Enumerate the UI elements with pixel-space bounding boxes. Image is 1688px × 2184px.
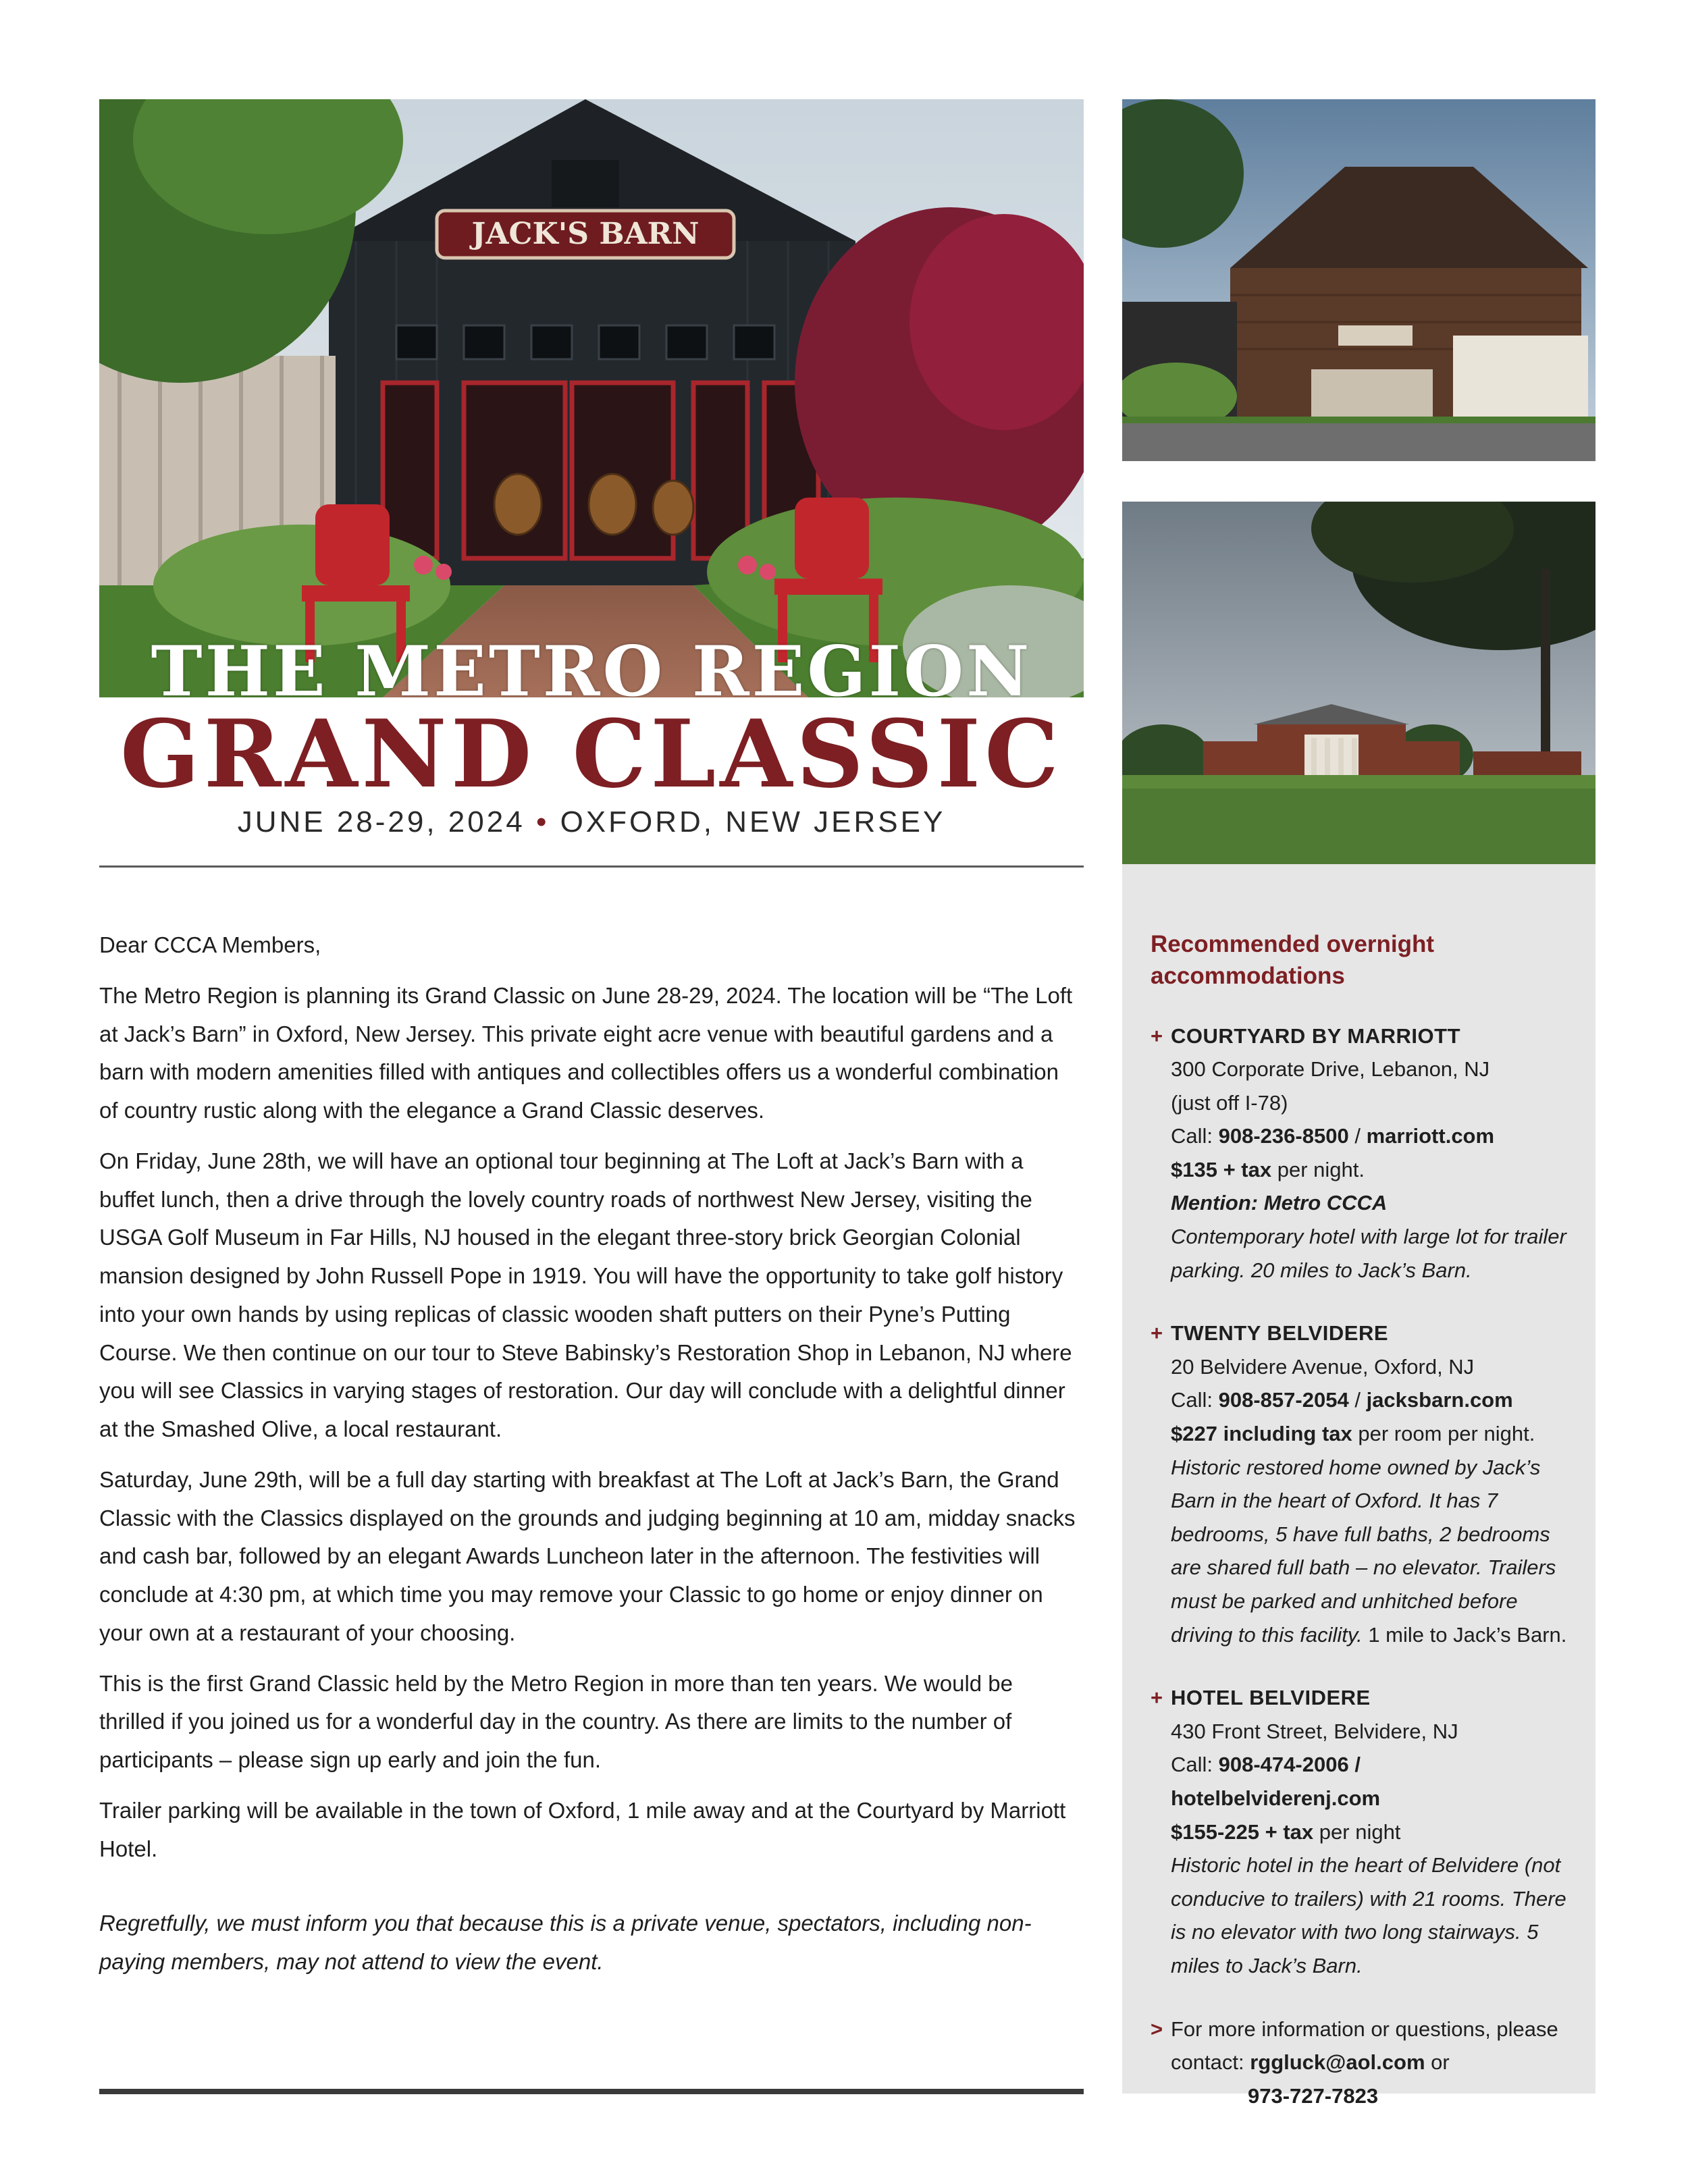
hotel-price-suffix: per night	[1319, 1819, 1401, 1844]
hero-photo-jacks-barn	[99, 99, 1084, 697]
hotel-price: $227 including tax	[1171, 1422, 1352, 1446]
greeting: Dear CCCA Members,	[99, 932, 321, 957]
slash: /	[1354, 1388, 1361, 1412]
hotel-price-line	[1171, 1815, 1568, 1849]
hotel-description: Contemporary hotel with large lot for trailer parking. 20 miles to Jack’s Barn.	[1171, 1225, 1566, 1282]
jacks-barn-illustration	[99, 99, 1084, 697]
hotel-price-line	[1171, 1417, 1568, 1451]
slash: /	[1354, 1124, 1361, 1148]
accommodations-heading: Recommended overnight accommodations	[1151, 931, 1435, 990]
hotel-name: TWENTY BELVIDERE	[1171, 1321, 1389, 1346]
separator-dot: •	[535, 805, 550, 838]
spectator-note: Regretfully, we must inform you that because this is a private venue, spectators, including non-paying members, may not attend to view the event.	[99, 1911, 1032, 1974]
hotel-address: 430 Front Street, Belvidere, NJ	[1171, 1719, 1458, 1743]
hotel-distance: 1 mile to Jack’s Barn.	[1368, 1622, 1567, 1647]
paragraph-trailer-parking: Trailer parking will be available in the town of Oxford, 1 mile away and at the Courtyard by Marriott Hotel.	[99, 1797, 1066, 1861]
plus-bullet-icon: +	[1151, 1023, 1163, 1048]
hotel-price: $155-225 + tax	[1171, 1819, 1314, 1844]
letter-body	[99, 926, 1078, 1994]
photo-usga-museum	[1122, 502, 1595, 864]
paragraph-saturday: Saturday, June 29th, will be a full day starting with breakfast at The Loft at Jack’s Barn, the Grand Classic with the Classics displayed on the grounds and judging beginning at 10 am, midday snacks and cash bar, followed by an elegant Awards Luncheon later in the afternoon. The festivities will conclude at 4:30 pm, at which time you may remove your Classic to go home or enjoy dinner on your own at a restaurant of your choosing.	[99, 1466, 1076, 1645]
title-line-2: GRAND CLASSIC	[120, 699, 1063, 809]
hotel-description: Historic restored home owned by Jack’s Barn in the heart of Oxford. It has 7 bedrooms, 5 have full baths, 2 bedrooms are shared full bath – no elevator. Trailers must be parked and unhitched before driving to this facility.	[1171, 1455, 1556, 1647]
plus-bullet-icon: +	[1151, 1686, 1163, 1710]
contact-phone[interactable]: 973-727-7823	[1248, 2083, 1379, 2108]
hotel-phone[interactable]: 908-857-2054	[1218, 1388, 1349, 1412]
hotel-phone[interactable]: 908-236-8500	[1218, 1124, 1349, 1148]
paragraph-invitation: This is the first Grand Classic held by the Metro Region in more than ten years. We would be thrilled if you joined us for a wonderful day in the country. As there are limits to the number of participants – please sign up early and join the fun.	[99, 1670, 1013, 1772]
divider-bottom	[99, 2089, 1084, 2094]
hotel-price-suffix: per room per night.	[1358, 1422, 1535, 1446]
hotel-website-link[interactable]: marriott.com	[1366, 1124, 1495, 1148]
contact-text: For more information or questions, please contact:	[1171, 2017, 1558, 2075]
hotel-website-link[interactable]: hotelbelviderenj.com	[1171, 1786, 1381, 1810]
paragraph-friday: On Friday, June 28th, we will have an optional tour beginning at The Loft at Jack’s Barn with a buffet lunch, then a drive through the lovely country roads of northwest New Jersey, visiting the USGA Golf Museum in Far Hills, NJ housed in the elegant three-story brick Georgian Colonial mansion designed by John Russell Pope in 1919. You will have the opportunity to take golf history into your own hands by using replicas of classic wooden shaft putters on their Pyne’s Putting Course. We then continue on our tour to Steve Babinsky’s Restoration Shop in Lebanon, NJ where you will see Classics in varying stages of restoration. Our day will conclude with a delightful dinner at the Smashed Olive, a local restaurant.	[99, 1148, 1072, 1441]
georgian-mansion-illustration	[1122, 502, 1595, 864]
hotel-phone[interactable]: 908-474-2006	[1218, 1753, 1349, 1777]
hotel-name: COURTYARD BY MARRIOTT	[1171, 1023, 1461, 1048]
hotel-belvidere	[1151, 1681, 1568, 1982]
hotel-price-line	[1171, 1153, 1568, 1187]
barn-exterior-illustration	[1122, 99, 1595, 461]
hotel-price-suffix: per night.	[1277, 1157, 1365, 1181]
call-label: Call:	[1171, 1388, 1213, 1412]
hotel-contact-line	[1171, 1383, 1568, 1417]
hotel-contact-line	[1171, 1119, 1568, 1153]
plus-bullet-icon: +	[1151, 1321, 1163, 1346]
chevron-right-icon: >	[1151, 2017, 1163, 2041]
hotel-contact-line	[1171, 1748, 1568, 1815]
event-date-location	[99, 805, 1084, 839]
hotel-website-link[interactable]: jacksbarn.com	[1366, 1388, 1513, 1412]
barn-sign-text: JACK'S BARN	[471, 217, 700, 251]
title-line-1: THE METRO REGION	[151, 631, 1032, 712]
divider-top	[99, 865, 1084, 868]
hotel-address-note: (just off I-78)	[1171, 1090, 1288, 1115]
slash: /	[1354, 1753, 1361, 1777]
hotel-address: 20 Belvidere Avenue, Oxford, NJ	[1171, 1354, 1475, 1379]
hotel-courtyard-marriott	[1151, 1019, 1568, 1287]
contact-or: or	[1431, 2050, 1450, 2075]
accommodations-sidebar	[1122, 864, 1595, 2108]
hotel-address: 300 Corporate Drive, Lebanon, NJ	[1171, 1057, 1490, 1082]
contact-info	[1151, 2013, 1568, 2113]
hotel-mention: Mention: Metro CCCA	[1171, 1191, 1388, 1215]
event-location: OXFORD, NEW JERSEY	[560, 805, 946, 838]
paragraph-intro: The Metro Region is planning its Grand Classic on June 28-29, 2024. The location will be “The Loft at Jack’s Barn” in Oxford, New Jersey. This private eight acre venue with beautiful gardens and a barn with modern amenities filled with antiques and collectibles offers us a wonderful combination of country rustic along with the elegance a Grand Classic deserves.	[99, 982, 1073, 1123]
hotel-name: HOTEL BELVIDERE	[1171, 1686, 1371, 1710]
hotel-price: $135 + tax	[1171, 1157, 1272, 1181]
contact-email-link[interactable]: rggluck@aol.com	[1250, 2050, 1425, 2075]
call-label: Call:	[1171, 1124, 1213, 1148]
event-date: JUNE 28-29, 2024	[237, 805, 525, 838]
hotel-description: Historic hotel in the heart of Belvidere (not conducive to trailers) with 21 rooms. There is no elevator with two long stairways. 5 miles to Jack’s Barn.	[1171, 1853, 1566, 1977]
hotel-description-block	[1171, 1451, 1568, 1652]
call-label: Call:	[1171, 1753, 1213, 1777]
hotel-twenty-belvidere	[1151, 1316, 1568, 1651]
photo-barn-exterior	[1122, 99, 1595, 461]
